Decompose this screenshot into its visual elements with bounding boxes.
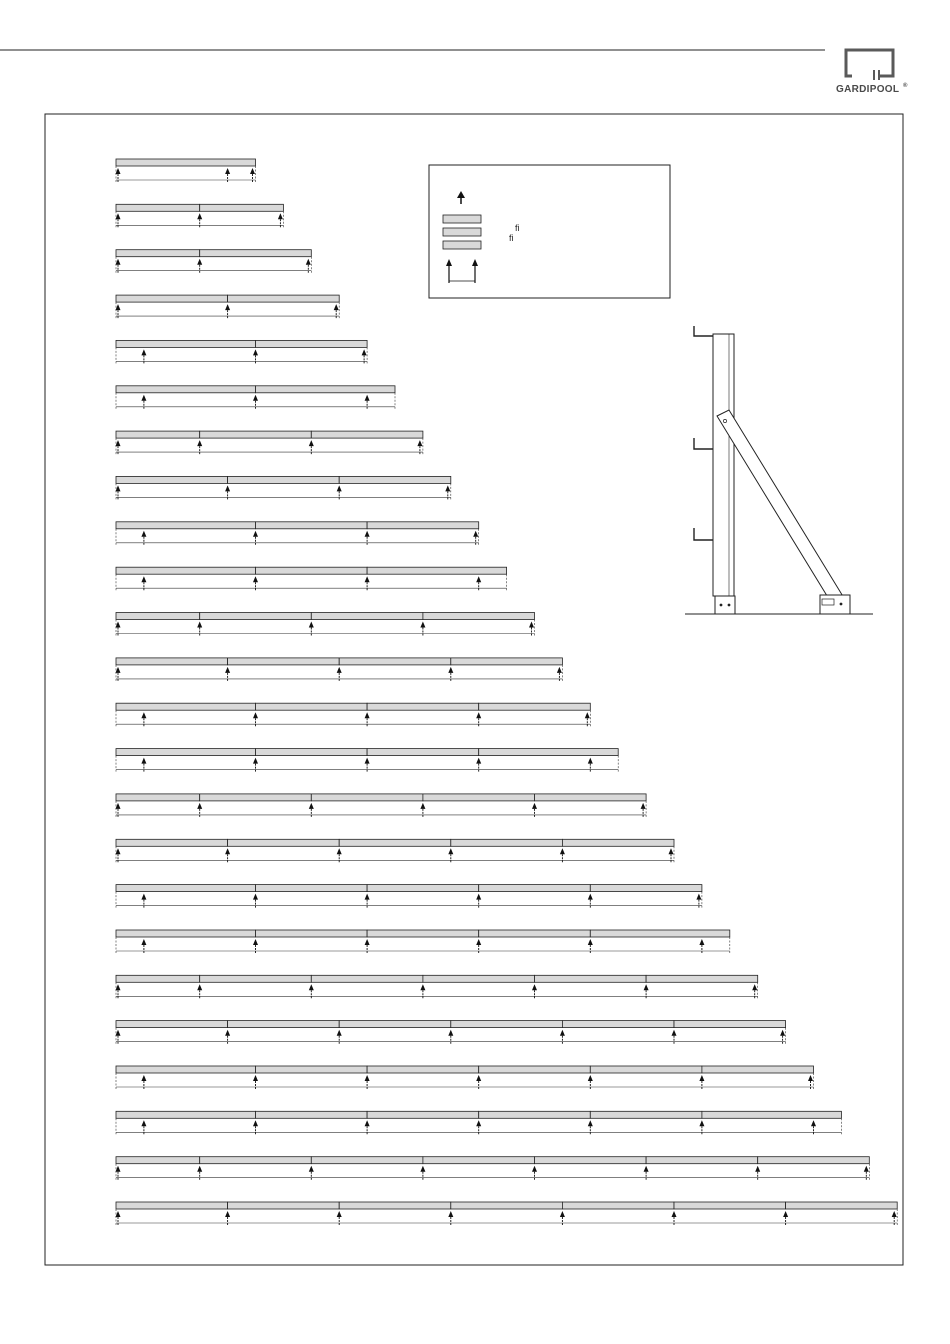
post-arrowhead xyxy=(197,259,202,265)
fence-row xyxy=(116,204,284,227)
post-arrowhead xyxy=(337,485,342,491)
post-arrowhead xyxy=(417,440,422,446)
post-arrowhead xyxy=(448,1211,453,1217)
panel-segment xyxy=(116,159,256,166)
post-arrowhead xyxy=(588,1120,593,1126)
fence-row xyxy=(116,839,675,862)
panel-segment xyxy=(646,975,758,982)
panel-segment xyxy=(116,975,200,982)
post-arrowhead xyxy=(365,712,370,718)
panel-segment xyxy=(479,1066,591,1073)
post-arrowhead xyxy=(337,848,342,854)
panel-segment xyxy=(311,794,423,801)
panel-segment xyxy=(339,1202,451,1209)
panel-segment xyxy=(200,1157,312,1164)
post-arrowhead xyxy=(225,168,230,174)
fence-row xyxy=(116,386,395,409)
panel-segment xyxy=(758,1157,870,1164)
post-arrowhead xyxy=(309,984,314,990)
panel-segment xyxy=(228,1202,340,1209)
panel-segment xyxy=(116,658,228,665)
post-arrowhead xyxy=(448,1030,453,1036)
panel-segment xyxy=(367,930,479,937)
logo-text: GARDIPOOL xyxy=(836,84,900,95)
post-arrowhead xyxy=(365,1075,370,1081)
panel-segment xyxy=(423,613,535,620)
post-arrowhead xyxy=(473,531,478,537)
post-arrowhead xyxy=(588,1075,593,1081)
post-arrowhead xyxy=(309,803,314,809)
legend-label: fi xyxy=(509,233,514,243)
panel-segment xyxy=(311,975,423,982)
panel-segment xyxy=(116,885,256,892)
panel-segment xyxy=(116,1157,200,1164)
panel-segment xyxy=(367,885,479,892)
fence-row xyxy=(116,1066,814,1089)
panel-segment xyxy=(116,431,200,438)
fence-row xyxy=(116,1021,786,1044)
panel-segment xyxy=(116,703,256,710)
post-arrowhead xyxy=(783,1211,788,1217)
panel-segment xyxy=(256,1111,368,1118)
legend-panel-bar xyxy=(443,228,481,236)
post-arrowhead xyxy=(225,848,230,854)
panel-segment xyxy=(562,1202,674,1209)
panel-segment xyxy=(311,431,423,438)
post-arrowhead xyxy=(253,758,258,764)
panel-segment xyxy=(116,204,200,211)
panel-segment xyxy=(535,975,647,982)
fence-row xyxy=(116,476,451,499)
fence-row xyxy=(116,1157,870,1180)
panel-segment xyxy=(339,839,451,846)
post-arrowhead xyxy=(362,349,367,355)
legend-panel-bar xyxy=(443,241,481,249)
panel-segment xyxy=(339,658,451,665)
post-arrowhead xyxy=(780,1030,785,1036)
panel-segment xyxy=(116,930,256,937)
post-arrowhead xyxy=(253,1120,258,1126)
post-arrowhead xyxy=(253,576,258,582)
panel-segment xyxy=(256,930,368,937)
side-elevation-drawing xyxy=(685,326,873,614)
panel-segment xyxy=(116,1111,256,1118)
post-arrowhead xyxy=(476,1075,481,1081)
panel-segment xyxy=(116,749,256,756)
legend-panel-bar xyxy=(443,215,481,223)
post-arrowhead xyxy=(365,531,370,537)
post-arrowhead xyxy=(365,576,370,582)
panel-segment xyxy=(535,794,647,801)
panel-segment xyxy=(367,749,479,756)
panel-segment xyxy=(479,885,591,892)
post-arrowhead xyxy=(476,758,481,764)
fence-row xyxy=(116,295,340,318)
post-arrowhead xyxy=(811,1120,816,1126)
fence-row xyxy=(116,749,618,772)
vertical-post xyxy=(713,334,734,596)
panel-segment xyxy=(367,522,479,529)
lower-bracket-icon xyxy=(694,528,713,540)
post-arrowhead xyxy=(644,984,649,990)
panel-segment xyxy=(116,522,256,529)
post-arrowhead xyxy=(225,1211,230,1217)
post-arrowhead xyxy=(253,349,258,355)
post-arrowhead xyxy=(532,803,537,809)
post-arrowhead xyxy=(560,1030,565,1036)
post-arrowhead xyxy=(476,939,481,945)
post-arrowhead xyxy=(644,1166,649,1172)
post-arrowhead xyxy=(699,939,704,945)
panel-segment xyxy=(423,794,535,801)
panel-segment xyxy=(674,1202,786,1209)
fence-row xyxy=(116,794,647,817)
panel-segment xyxy=(200,975,312,982)
panel-segment xyxy=(116,613,200,620)
legend-label: fi xyxy=(515,223,520,233)
panel-segment xyxy=(116,567,256,574)
post-arrowhead xyxy=(141,395,146,401)
logo-registered-mark: ® xyxy=(903,83,908,89)
post-arrowhead xyxy=(672,1211,677,1217)
panel-segment xyxy=(451,1202,563,1209)
panel-segment xyxy=(702,1111,842,1118)
post-arrowhead xyxy=(253,939,258,945)
panel-segment xyxy=(256,703,368,710)
post-arrowhead xyxy=(141,712,146,718)
post-arrowhead xyxy=(669,848,674,854)
post-arrowhead xyxy=(337,1030,342,1036)
panel-segment xyxy=(116,295,228,302)
post-arrowhead xyxy=(225,1030,230,1036)
post-arrowhead xyxy=(309,1166,314,1172)
panel-segment xyxy=(228,295,340,302)
fence-row xyxy=(116,522,479,545)
post-arrowhead xyxy=(365,395,370,401)
fence-row xyxy=(116,885,702,908)
post-base-block xyxy=(715,596,735,614)
post-arrowhead xyxy=(141,1075,146,1081)
post-arrowhead xyxy=(253,1075,258,1081)
panel-segment xyxy=(479,749,619,756)
legend xyxy=(429,165,670,298)
post-arrowhead xyxy=(699,1075,704,1081)
fence-row xyxy=(116,431,423,454)
post-arrowhead xyxy=(365,1120,370,1126)
panel-segment xyxy=(479,930,591,937)
panel-segment xyxy=(367,567,507,574)
post-arrowhead xyxy=(225,304,230,310)
panel-segment xyxy=(200,794,312,801)
fence-row xyxy=(116,567,507,590)
panel-segment xyxy=(200,204,284,211)
panel-segment xyxy=(116,839,228,846)
panel-segment xyxy=(116,1202,228,1209)
panel-segment xyxy=(451,1021,563,1028)
post-arrowhead xyxy=(365,939,370,945)
post-arrowhead xyxy=(141,531,146,537)
panel-segment xyxy=(116,386,256,393)
panel-segment xyxy=(702,1066,814,1073)
post-arrowhead xyxy=(752,984,757,990)
post-arrowhead xyxy=(309,622,314,628)
post-arrowhead xyxy=(448,848,453,854)
panel-segment xyxy=(228,658,340,665)
panel-segment xyxy=(339,1021,451,1028)
post-arrowhead xyxy=(365,894,370,900)
post-arrowhead xyxy=(334,304,339,310)
panel-segment xyxy=(256,885,368,892)
post-arrowhead xyxy=(585,712,590,718)
panel-segment xyxy=(590,1111,702,1118)
post-arrowhead xyxy=(588,758,593,764)
post-arrowhead xyxy=(445,485,450,491)
post-arrowhead xyxy=(699,1120,704,1126)
panel-segment xyxy=(674,1021,786,1028)
panel-segment xyxy=(116,1066,256,1073)
post-arrowhead xyxy=(476,1120,481,1126)
post-arrowhead xyxy=(141,939,146,945)
fence-row xyxy=(116,159,256,182)
post-arrowhead xyxy=(588,894,593,900)
post-arrowhead xyxy=(696,894,701,900)
fence-row xyxy=(116,930,730,953)
panel-segment xyxy=(311,613,423,620)
post-arrowhead xyxy=(476,712,481,718)
panel-segment xyxy=(228,476,340,483)
panel-segment xyxy=(535,1157,647,1164)
post-arrowhead xyxy=(253,531,258,537)
panel-segment xyxy=(116,476,228,483)
post-arrowhead xyxy=(309,440,314,446)
post-arrowhead xyxy=(337,1211,342,1217)
post-arrowhead xyxy=(532,1166,537,1172)
post-arrowhead xyxy=(225,667,230,673)
panel-segment xyxy=(562,1021,674,1028)
post-arrowhead xyxy=(755,1166,760,1172)
post-arrowhead xyxy=(641,803,646,809)
post-arrowhead xyxy=(476,894,481,900)
post-arrowhead xyxy=(557,667,562,673)
panel-segment xyxy=(116,794,200,801)
panel-segment xyxy=(200,613,312,620)
panel-segment xyxy=(256,522,368,529)
post-arrowhead xyxy=(560,1211,565,1217)
fence-row xyxy=(116,975,758,998)
post-arrowhead xyxy=(141,894,146,900)
panel-segment xyxy=(256,340,368,347)
post-arrowhead xyxy=(197,1166,202,1172)
post-arrowhead xyxy=(250,168,255,174)
post-arrowhead xyxy=(529,622,534,628)
panel-segment xyxy=(479,703,591,710)
panel-segment xyxy=(311,1157,423,1164)
panel-segment xyxy=(423,975,535,982)
panel-segment xyxy=(479,1111,591,1118)
panel-segment xyxy=(451,658,563,665)
panel-segment xyxy=(256,1066,368,1073)
post-arrowhead xyxy=(197,984,202,990)
panel-segment xyxy=(339,476,451,483)
panel-segment xyxy=(786,1202,898,1209)
post-arrowhead xyxy=(420,984,425,990)
panel-segment xyxy=(200,250,312,257)
post-arrowhead xyxy=(560,848,565,854)
post-arrowhead xyxy=(306,259,311,265)
middle-bracket-icon xyxy=(694,438,713,449)
post-arrowhead xyxy=(253,395,258,401)
post-arrowhead xyxy=(197,803,202,809)
panel-segment xyxy=(367,1066,479,1073)
post-arrowhead xyxy=(532,984,537,990)
panel-segment xyxy=(367,1111,479,1118)
post-arrowhead xyxy=(892,1211,897,1217)
post-arrowhead xyxy=(253,894,258,900)
fence-layout-rows xyxy=(116,159,898,1225)
post-arrowhead xyxy=(365,758,370,764)
gardipool-logo xyxy=(836,50,908,95)
post-arrowhead xyxy=(197,440,202,446)
post-arrowhead xyxy=(197,213,202,219)
panel-segment xyxy=(562,839,674,846)
panel-segment xyxy=(590,1066,702,1073)
panel-segment xyxy=(423,1157,535,1164)
post-arrowhead xyxy=(337,667,342,673)
panel-segment xyxy=(228,1021,340,1028)
post-arrowhead xyxy=(141,1120,146,1126)
panel-segment xyxy=(256,749,368,756)
post-arrowhead xyxy=(420,622,425,628)
panel-segment xyxy=(256,386,396,393)
fence-row xyxy=(116,613,535,636)
fence-row xyxy=(116,703,590,726)
panel-segment xyxy=(116,250,200,257)
panel-segment xyxy=(646,1157,758,1164)
post-arrowhead xyxy=(197,622,202,628)
diagonal-strut xyxy=(717,410,844,604)
panel-segment xyxy=(451,839,563,846)
panel-segment xyxy=(116,1021,228,1028)
fence-row xyxy=(116,1111,841,1134)
post-arrowhead xyxy=(864,1166,869,1172)
post-arrowhead xyxy=(278,213,283,219)
post-arrowhead xyxy=(476,576,481,582)
panel-segment xyxy=(590,930,730,937)
post-arrowhead xyxy=(588,939,593,945)
post-arrowhead xyxy=(420,1166,425,1172)
post-arrowhead xyxy=(141,576,146,582)
post-arrowhead xyxy=(420,803,425,809)
post-arrowhead xyxy=(672,1030,677,1036)
post-arrowhead xyxy=(448,667,453,673)
panel-segment xyxy=(200,431,312,438)
panel-segment xyxy=(228,839,340,846)
top-bracket-icon xyxy=(694,326,713,336)
post-arrowhead xyxy=(225,485,230,491)
fence-row xyxy=(116,250,312,273)
panel-segment xyxy=(590,885,702,892)
fence-row xyxy=(116,340,367,363)
post-arrowhead xyxy=(253,712,258,718)
post-arrowhead xyxy=(141,758,146,764)
fence-row xyxy=(116,1202,898,1225)
strut-base-block xyxy=(820,595,850,614)
fence-row xyxy=(116,658,563,681)
post-arrowhead xyxy=(808,1075,813,1081)
panel-segment xyxy=(367,703,479,710)
post-arrowhead xyxy=(141,349,146,355)
panel-segment xyxy=(116,340,256,347)
panel-segment xyxy=(256,567,368,574)
